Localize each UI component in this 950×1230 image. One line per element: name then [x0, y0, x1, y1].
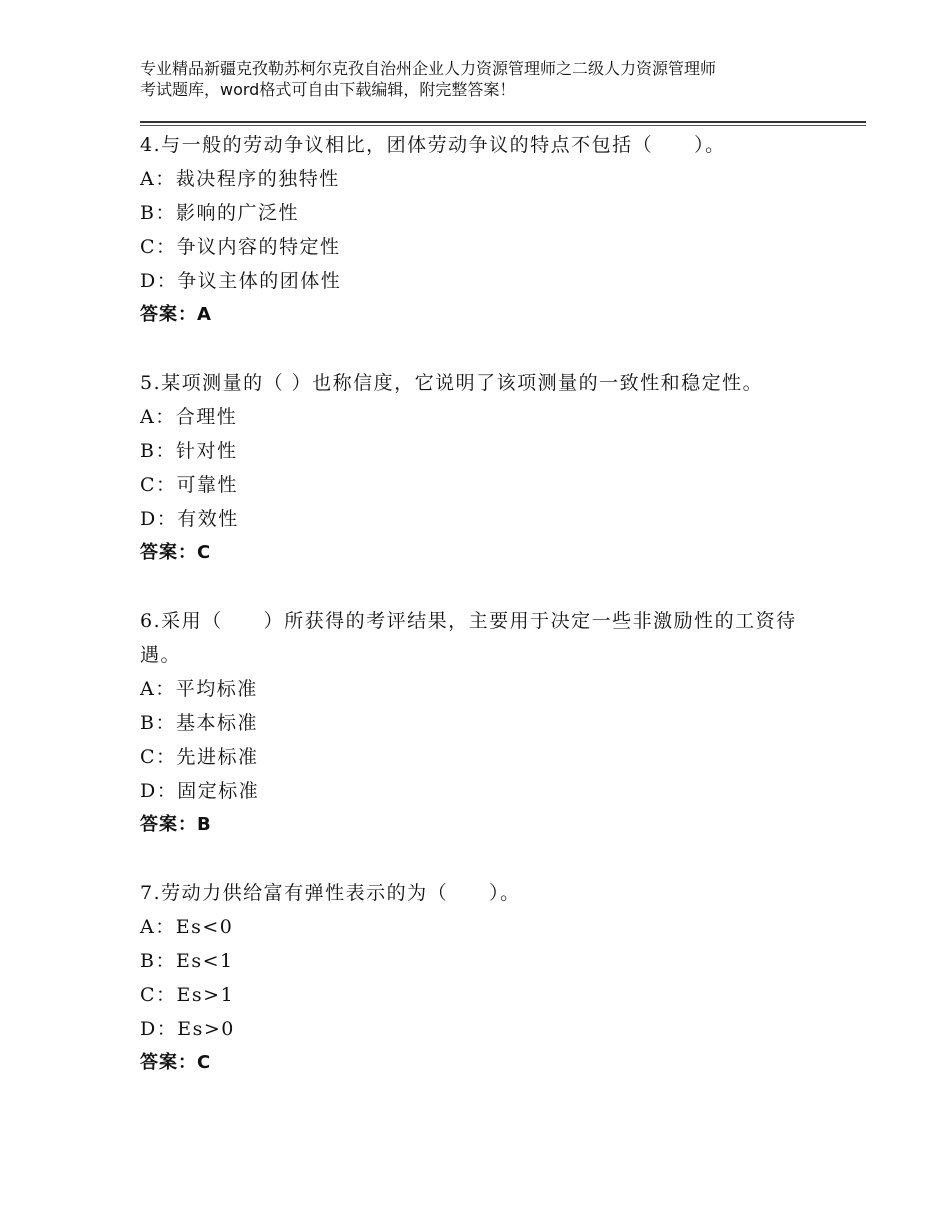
header-divider-thick: [140, 121, 866, 123]
question-4: [140, 128, 820, 332]
option-c: C：争议内容的特定性: [140, 236, 341, 258]
header-line-2: 考试题库，word格式可自由下载编辑，附完整答案！: [140, 80, 516, 99]
option-c: C：先进标准: [140, 746, 259, 768]
document-header: [140, 58, 840, 100]
option-d: D：有效性: [140, 508, 239, 530]
option-a: A：合理性: [140, 406, 238, 428]
question-list: [140, 128, 820, 1114]
question-7: [140, 876, 820, 1080]
option-b: B：基本标准: [140, 712, 258, 734]
option-b: B：Es<1: [140, 950, 234, 972]
header-divider-thin: [140, 125, 866, 126]
option-d: D：Es>0: [140, 1018, 235, 1040]
option-c: C：可靠性: [140, 474, 239, 496]
answer-line: 答案：C: [140, 1052, 212, 1073]
option-d: D：固定标准: [140, 780, 260, 802]
question-5: [140, 366, 820, 570]
option-c: C：Es>1: [140, 984, 235, 1006]
question-text: 6.采用（ ）所获得的考评结果，主要用于决定一些非激励性的工资待遇。: [140, 610, 797, 666]
answer-line: 答案：A: [140, 304, 212, 325]
header-line-1: 专业精品新疆克孜勒苏柯尔克孜自治州企业人力资源管理师之二级人力资源管理师: [140, 59, 717, 78]
question-text: 7.劳动力供给富有弹性表示的为（ ）。: [140, 882, 521, 904]
option-b: B：针对性: [140, 440, 238, 462]
answer-line: 答案：C: [140, 542, 212, 563]
question-text: 4.与一般的劳动争议相比，团体劳动争议的特点不包括（ ）。: [140, 134, 726, 156]
option-b: B：影响的广泛性: [140, 202, 299, 224]
question-text: 5.某项测量的（ ）也称信度，它说明了该项测量的一致性和稳定性。: [140, 372, 764, 394]
question-6: [140, 604, 820, 842]
option-a: A：裁决程序的独特性: [140, 168, 340, 190]
option-a: A：平均标准: [140, 678, 258, 700]
option-a: A：Es<0: [140, 916, 234, 938]
option-d: D：争议主体的团体性: [140, 270, 342, 292]
answer-line: 答案：B: [140, 814, 212, 835]
